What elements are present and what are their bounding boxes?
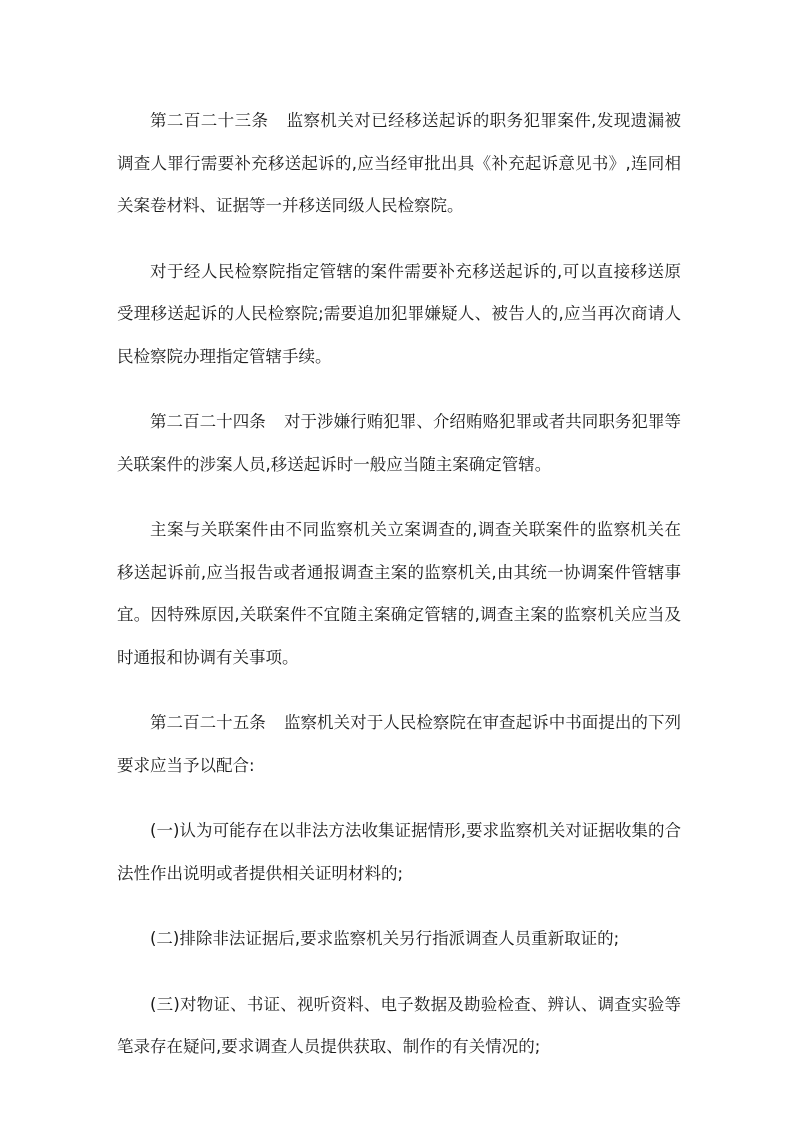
paragraph-article-225	[117, 702, 681, 787]
paragraph-text: 监察机关对已经移送起诉的职务犯罪案件,发现遗漏被调查人罪行需要补充移送起诉的,应当经审批出具《补充起诉意见书》,连同相关案卷材料、证据等一并移送同级人民检察院。	[117, 111, 682, 215]
paragraph-text: 监察机关对于人民检察院在审查起诉中书面提出的下列要求应当予以配合:	[117, 713, 682, 775]
paragraph-text: 主案与关联案件由不同监察机关立案调查的,调查关联案件的监察机关在移送起诉前,应当报告或者通报调查主案的监察机关,由其统一协调案件管辖事宜。因特殊原因,关联案件不宜随主案确定管辖的,调查主案的监察机关应当及时通报和协调有关事项。	[117, 520, 681, 667]
paragraph-text: (三)对物证、书证、视听资料、电子数据及勘验检查、辨认、调查实验等笔录存在疑问,要求调查人员提供获取、制作的有关情况的;	[117, 994, 681, 1056]
paragraph-article-224	[117, 401, 681, 486]
paragraph-article-223-part-2	[117, 251, 681, 379]
paragraph-article-223	[117, 100, 681, 228]
list-item-3	[117, 984, 681, 1069]
article-heading: 第二百二十四条	[150, 412, 266, 431]
paragraph-text: (一)认为可能存在以非法方法收集证据情形,要求监察机关对证据收集的合法性作出说明或者提供相关证明材料的;	[117, 821, 681, 883]
paragraph-text: (二)排除非法证据后,要求监察机关另行指派调查人员重新取证的;	[150, 929, 620, 948]
list-item-1	[117, 810, 681, 895]
article-heading: 第二百二十五条	[150, 713, 266, 732]
article-heading: 第二百二十三条	[150, 111, 269, 130]
paragraph-text: 对于经人民检察院指定管辖的案件需要补充移送起诉的,可以直接移送原受理移送起诉的人民检察院;需要追加犯罪嫌疑人、被告人的,应当再次商请人民检察院办理指定管辖手续。	[117, 261, 681, 366]
list-item-2	[117, 918, 681, 961]
document-body	[117, 100, 681, 1092]
paragraph-article-224-part-2	[117, 509, 681, 679]
paragraph-text: 对于涉嫌行贿犯罪、介绍贿赂犯罪或者共同职务犯罪等关联案件的涉案人员,移送起诉时一般应当随主案确定管辖。	[117, 412, 682, 474]
